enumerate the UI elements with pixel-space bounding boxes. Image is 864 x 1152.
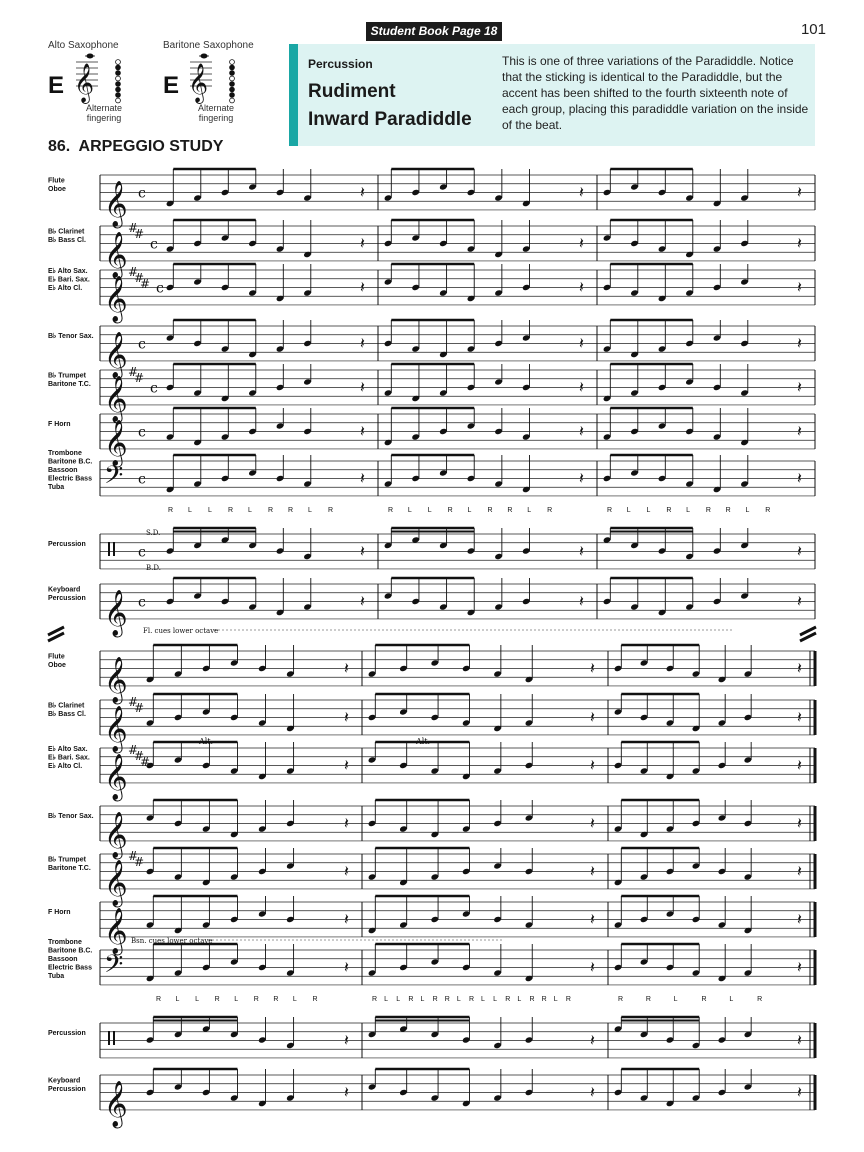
sticking-letter: L [292,996,297,1003]
treble-clef-icon: 𝄞 [104,231,128,278]
quarter-rest-icon: 𝄽 [360,333,365,353]
instrument-label: E♭ Bari. Sax. [48,754,90,762]
sticking-letter: R [757,996,763,1003]
sticking-letter: L [553,996,558,1003]
time-signature-common: c [138,594,146,611]
exercise-title: 86. ARPEGGIO STUDY [48,138,224,155]
time-signature-common: c [150,236,158,253]
quarter-rest-icon: 𝄽 [797,707,802,727]
instrument-label: E♭ Alto Cl. [48,285,83,292]
key-dot [116,82,121,87]
treble-clef-icon: 𝄞 [104,375,128,422]
instrument-label: E♭ Alto Sax. [48,746,88,753]
quarter-rest-icon: 𝄽 [797,658,802,678]
sticking-letter: R [388,507,394,514]
sticking-letter: L [646,507,651,514]
instrument-label: E♭ Alto Cl. [48,763,83,770]
treble-clef-icon: 𝄞 [104,1080,128,1127]
key-dot [230,82,235,87]
sticking-letter: L [407,507,412,514]
quarter-rest-icon: 𝄽 [797,1030,802,1050]
quarter-rest-icon: 𝄽 [590,658,595,678]
time-signature-common: c [150,380,158,397]
sticking-letter: L [481,996,485,1003]
sticking-letter: R [507,507,513,514]
key-signature-sharp: # [128,265,139,279]
quarter-rest-icon: 𝄽 [579,333,584,353]
quarter-rest-icon: 𝄽 [797,541,802,561]
bassoon-cue-text: Bsn. cues lower octave [131,937,213,945]
sticking-letter: R [505,996,511,1003]
sticking-letter: R [268,507,274,514]
rudiment-category: Percussion [308,57,373,71]
instrument-label: Percussion [48,1086,86,1093]
snare-drum-label: S.D. [146,529,161,537]
sticking-letter: L [493,996,498,1003]
key-dot [230,87,235,92]
sticking-letter: R [607,507,613,514]
instrument-label: B♭ Bass Cl. [48,237,86,244]
quarter-rest-icon: 𝄽 [360,377,365,397]
sticking-letter: R [288,507,294,514]
instrument-label: Keyboard [48,1077,81,1085]
treble-clef-icon: 𝄞 [74,63,95,103]
quarter-rest-icon: 𝄽 [344,957,349,977]
quarter-rest-icon: 𝄽 [344,707,349,727]
quarter-rest-icon: 𝄽 [344,861,349,881]
instrument-label: Flute [48,653,65,661]
quarter-rest-icon: 𝄽 [579,182,584,202]
instrument-label: Percussion [48,1030,86,1037]
sticking-letter: L [686,507,691,514]
alt-fingering-marking: Alt. [416,737,431,746]
student-book-page-badge: Student Book Page 18 [366,22,502,41]
sticking-letter: L [527,507,532,514]
instrument-label: Flute [48,177,65,185]
music-system-1 [48,169,815,619]
quarter-rest-icon: 𝄽 [344,1030,349,1050]
sticking-letter: L [467,507,472,514]
instrument-label: Baritone B.C. [48,947,93,955]
sticking-letter: R [725,507,731,514]
sticking-letter: L [729,996,734,1003]
key-dot [116,76,121,81]
quarter-rest-icon: 𝄽 [344,813,349,833]
sticking-letter: L [673,996,678,1003]
treble-clef-icon: 𝄞 [104,180,128,227]
rudiment-description: This is one of three variations of the Paradiddle. Notice that the sticking is identical to the Paradiddle, but the accent has been shifted to the fourth sixteenth note of each group, placing this paradiddle variation on the inside of the beat. [502,54,809,132]
quarter-rest-icon: 𝄽 [590,1030,595,1050]
key-dot [116,65,121,70]
instrument-label: Bassoon [48,956,78,963]
instrument-label: B♭ Tenor Sax. [48,333,94,340]
key-signature-sharp: # [128,849,139,863]
key-signature-sharp: # [134,371,145,385]
quarter-rest-icon: 𝄽 [590,909,595,929]
sticking-letter: L [248,507,252,514]
sticking-letter: R [547,507,553,514]
quarter-rest-icon: 𝄽 [360,541,365,561]
sticking-letter: L [626,507,631,514]
instrument-label: Percussion [48,541,86,548]
quarter-rest-icon: 𝄽 [590,957,595,977]
treble-clef-icon: 𝄞 [104,859,128,906]
instrument-label: B♭ Tenor Sax. [48,813,94,820]
key-dot [230,71,235,76]
key-dot [116,98,121,103]
rudiment-title: Rudiment Inward Paradiddle [308,81,472,130]
instrument-label: Keyboard [48,586,81,594]
instrument-label: E♭ Alto Sax. [48,268,88,275]
quarter-rest-icon: 𝄽 [579,377,584,397]
treble-clef-icon: 𝄞 [104,419,128,466]
sticking-letter: R [228,507,234,514]
quarter-rest-icon: 𝄽 [344,1082,349,1102]
key-signature-sharp: # [140,755,151,769]
quarter-rest-icon: 𝄽 [590,755,595,775]
sticking-letter: R [645,996,651,1003]
sticking-letter: L [420,996,425,1003]
sticking-letter: R [444,996,450,1003]
sticking-letter: L [745,507,750,514]
sticking-letter: R [312,996,318,1003]
quarter-rest-icon: 𝄽 [590,1082,595,1102]
instrument-label: Bassoon [48,467,78,474]
treble-clef-icon: 𝄞 [104,275,128,322]
time-signature-common: c [138,424,146,441]
percussion-clef-bar-icon [113,1031,115,1045]
quarter-rest-icon: 𝄽 [360,182,365,202]
sticking-letter: R [328,507,334,514]
sticking-letter: R [705,507,711,514]
key-signature-sharp: # [134,855,145,869]
sticking-letter: L [188,507,192,514]
quarter-rest-icon: 𝄽 [590,861,595,881]
page-number: 101 [800,21,826,38]
percussion-clef-bar-icon [108,542,110,556]
sticking-letter: R [372,996,378,1003]
sticking-letter: R [408,996,414,1003]
quarter-rest-icon: 𝄽 [344,755,349,775]
instrument-label: Baritone T.C. [48,381,91,388]
quarter-rest-icon: 𝄽 [797,277,802,297]
quarter-rest-icon: 𝄽 [344,658,349,678]
sticking-letter: L [396,996,401,1003]
sticking-letter: R [487,507,493,514]
sticking-letter: R [447,507,453,514]
treble-clef-icon: 𝄞 [104,331,128,378]
sticking-letter: R [541,996,547,1003]
key-signature-sharp: # [140,277,151,291]
key-dot [116,71,121,76]
fingering-note-letter: E [48,72,65,99]
instrument-label: Trombone [48,939,82,946]
time-signature-common: c [138,336,146,353]
key-signature-sharp: # [128,365,139,379]
instrument-label: B♭ Trumpet [48,856,86,864]
key-dot [230,98,235,103]
fingering-note-letter: E [163,72,180,99]
sticking-letter: R [618,996,624,1003]
quarter-rest-icon: 𝄽 [579,277,584,297]
instrument-label: F Horn [48,909,71,916]
instrument-label: E♭ Bari. Sax. [48,276,90,284]
sticking-letter: R [468,996,475,1003]
sticking-letter: L [175,996,180,1003]
percussion-clef-bar-icon [108,1031,110,1045]
time-signature-common: c [156,280,164,297]
alternate-fingering-label: Alternate fingering [85,103,123,123]
sticking-letter: R [765,507,771,514]
instrument-label: Tuba [48,973,65,980]
sticking-letter: R [214,996,220,1003]
quarter-rest-icon: 𝄽 [797,233,802,253]
quarter-rest-icon: 𝄽 [360,468,365,488]
instrument-label: Baritone B.C. [48,458,93,466]
instrument-label: Percussion [48,595,86,602]
bass-clef-icon: 𝄢 [104,460,124,496]
instrument-label: Electric Bass [48,475,92,483]
bass-clef-icon: 𝄢 [104,949,124,985]
fingering-instrument-label: Alto Saxophone [48,40,119,51]
key-signature-sharp: # [134,227,145,241]
key-signature-sharp: # [134,271,145,285]
quarter-rest-icon: 𝄽 [797,182,802,202]
quarter-rest-icon: 𝄽 [579,468,584,488]
quarter-rest-icon: 𝄽 [579,421,584,441]
sticking-letter: L [195,996,200,1003]
sticking-letter: L [456,996,461,1003]
quarter-rest-icon: 𝄽 [360,421,365,441]
sticking-letter: R [432,996,438,1003]
instrument-label: Tuba [48,484,65,491]
time-signature-common: c [138,544,146,561]
sticking-letter: R [666,507,672,514]
quarter-rest-icon: 𝄽 [797,421,802,441]
treble-clef-icon: 𝄞 [104,907,128,954]
instrument-label: Oboe [48,186,66,193]
quarter-rest-icon: 𝄽 [797,333,802,353]
sticking-letter: R [156,996,162,1003]
time-signature-common: c [138,185,146,202]
music-system-2 [48,645,815,1110]
instrument-label: B♭ Bass Cl. [48,711,86,718]
instrument-label: B♭ Trumpet [48,372,86,380]
sticking-letter: R [273,996,279,1003]
quarter-rest-icon: 𝄽 [579,591,584,611]
key-signature-sharp: # [134,701,145,715]
key-dot [116,87,121,92]
quarter-rest-icon: 𝄽 [797,957,802,977]
quarter-rest-icon: 𝄽 [360,591,365,611]
sticking-letter: L [208,507,212,514]
alternate-fingering-label: Alternate fingering [197,103,235,123]
percussion-clef-bar-icon [113,542,115,556]
bass-drum-label: B.D. [146,564,161,572]
sticking-letter: R [701,996,707,1003]
instrument-label: Electric Bass [48,964,92,972]
key-dot [116,93,121,98]
treble-clef-icon: 𝄞 [104,589,128,636]
quarter-rest-icon: 𝄽 [797,1082,802,1102]
sticking-letter: R [168,507,174,514]
key-dot [230,65,235,70]
quarter-rest-icon: 𝄽 [797,377,802,397]
key-signature-sharp: # [128,695,139,709]
treble-clef-icon: 𝄞 [104,656,128,703]
quarter-rest-icon: 𝄽 [797,861,802,881]
sticking-letter: R [253,996,259,1003]
quarter-rest-icon: 𝄽 [797,468,802,488]
quarter-rest-icon: 𝄽 [344,909,349,929]
instrument-label: B♭ Clarinet [48,702,85,710]
quarter-rest-icon: 𝄽 [797,591,802,611]
quarter-rest-icon: 𝄽 [797,909,802,929]
treble-clef-icon: 𝄞 [104,705,128,752]
quarter-rest-icon: 𝄽 [360,233,365,253]
sticking-letter: L [517,996,522,1003]
treble-clef-icon: 𝄞 [104,753,128,800]
fingering-instrument-label: Baritone Saxophone [163,40,254,51]
quarter-rest-icon: 𝄽 [797,755,802,775]
quarter-rest-icon: 𝄽 [590,813,595,833]
sticking-letter: R [529,996,535,1003]
instrument-label: Trombone [48,450,82,457]
flute-cue-text: Fl. cues lower octave [143,627,219,635]
sticking-letter: L [427,507,432,514]
instrument-label: F Horn [48,421,71,428]
key-signature-sharp: # [128,221,139,235]
instrument-label: Oboe [48,662,66,669]
sticking-letter: L [384,996,389,1003]
sticking-letter: R [565,996,571,1003]
key-dot [230,76,235,81]
quarter-rest-icon: 𝄽 [579,541,584,561]
key-signature-sharp: # [134,749,145,763]
quarter-rest-icon: 𝄽 [797,813,802,833]
time-signature-common: c [138,471,146,488]
treble-clef-icon: 𝄞 [104,811,128,858]
sticking-letter: L [234,996,239,1003]
sticking-letter: L [308,507,312,514]
quarter-rest-icon: 𝄽 [590,707,595,727]
alt-fingering-marking: Alt. [199,737,214,746]
treble-clef-icon: 𝄞 [188,63,209,103]
instrument-label: B♭ Clarinet [48,228,85,236]
key-dot [230,93,235,98]
instrument-label: Baritone T.C. [48,865,91,872]
key-dot [230,60,235,65]
quarter-rest-icon: 𝄽 [579,233,584,253]
key-signature-sharp: # [128,743,139,757]
key-dot [116,60,121,65]
quarter-rest-icon: 𝄽 [360,277,365,297]
